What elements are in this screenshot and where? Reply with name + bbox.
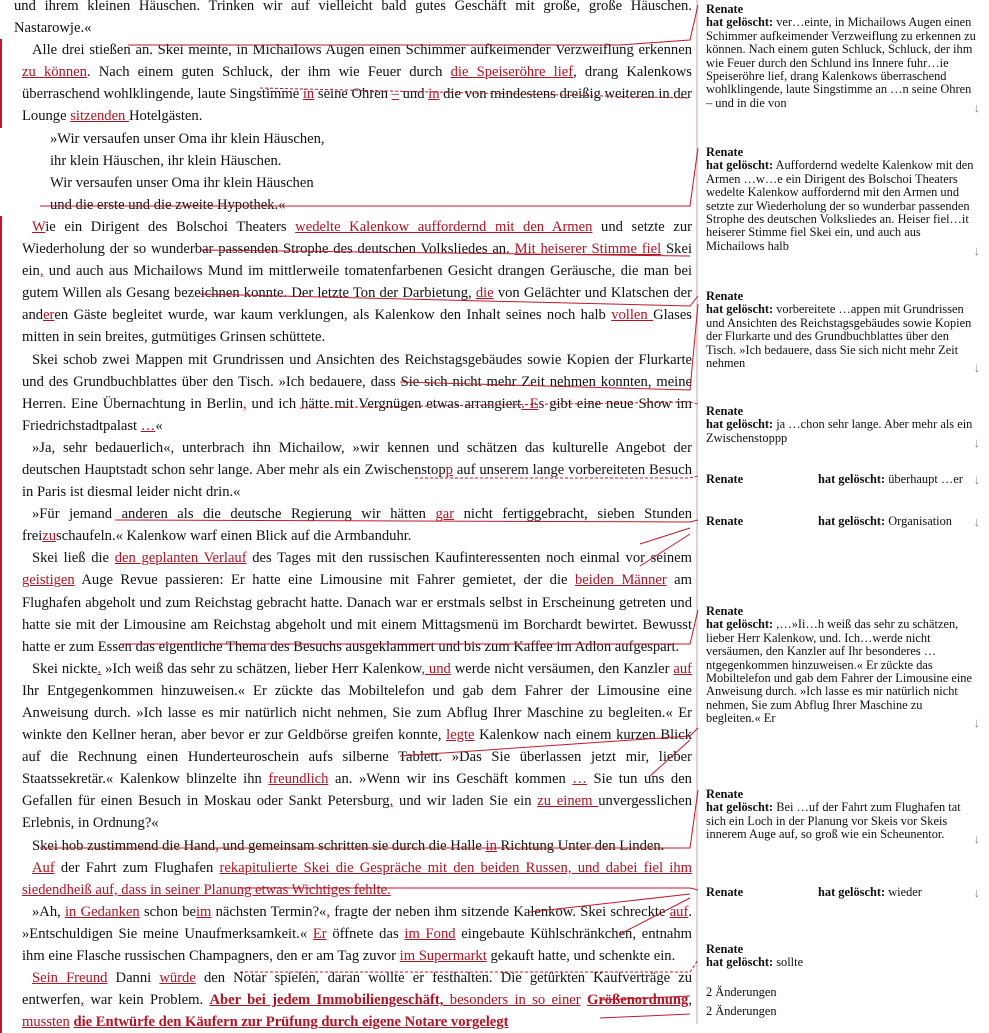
arrow-down-icon[interactable]: ↓ <box>973 715 980 731</box>
paragraph[interactable] <box>0 437 695 503</box>
tracked-insertion: mussten <box>22 1014 70 1031</box>
tracked-insertion: wedelte Kalenkow auffordernd mit den Armen <box>295 218 593 235</box>
comment-text: überhaupt …er <box>888 472 963 486</box>
tracked-insertion: , und <box>421 660 451 677</box>
tracked-insertion: legte <box>446 727 475 744</box>
tracked-insertion: würde <box>159 970 196 987</box>
text-run: , <box>688 992 692 1009</box>
text-run: Alle drei stießen an. Skei meinte, in Michailows Augen einen Schimmer aufkeimender Verzweiflung erkennen <box>32 42 692 59</box>
tracked-insertion: freundlich <box>268 771 329 788</box>
change-summary[interactable]: 2 Änderungen <box>706 985 777 999</box>
text-run: Auge Revue passieren: Er hatte eine Limousine mit Fahrer gemietet, der die <box>74 572 575 589</box>
comment-text: Organisation <box>888 514 952 528</box>
comment-text: ,…»Ii…h weiß das sehr zu schätzen, lieber Herr Kalenkow, und. Ich…werde nicht versäumen, den Kanzler auf Ihr besonderes …ntgegenkommen hinzuweisen.« Er zückte das Mobiltelefon und gab dem Fahrer der Limousine eine Anweisung durch. »Ich lasse es mir natürlich nicht nehmen, Sie zum Abflug Ihrer Maschine zu begleiten.« Er <box>706 617 972 726</box>
text-run: des Tages mit den russischen Kaufinteressenten noch einmal vor seinem <box>246 550 692 567</box>
paragraph[interactable] <box>0 172 695 194</box>
tracked-insertion: , <box>215 837 219 854</box>
comment-balloon[interactable] <box>706 145 980 258</box>
text-run: . Nach einem guten Schluck, der ihm wie Feuer durch <box>86 64 451 81</box>
comment-label: hat gelöscht: <box>706 417 774 432</box>
arrow-down-icon[interactable]: ↓ <box>973 242 980 258</box>
text-run: Skei ein <box>22 241 692 280</box>
text-run: am Flughafen abgeholt und zum Reichstag gebracht hatte. Danach war er erstmals selbst in Erscheinung getreten und hatte sie mit der Limousine am Reichstag abgeholt und mit einem Mittagsmenü im Borchardt bewirtet. Bewusst hatte er zum Essen das eigentliche Thema des Besuchs ausgeklammert und bis zum Kaffee im Adlon aufgespart. <box>22 572 692 655</box>
tracked-insertion: rekapitulierte Skei die Gespräche mit den beiden Russen, und dabei fiel ihm siedendheiß auf, dass in seiner Planung etwas Wichtiges fehlte. <box>22 859 692 898</box>
text-run: der Fahrt zum Flughafen <box>54 859 220 876</box>
comment-text: Bei …uf der Fahrt zum Flughafen tat sich ein Loch in der Planung vor Skeis vor Skeis innerem Auge auf, so groß wie ein Scheunentor. <box>706 800 961 842</box>
text-run: fragte der neben ihm sitzende Kalenkow. Skei schreckte <box>330 903 670 920</box>
tracked-insertion: auf <box>673 660 693 677</box>
comment-balloon[interactable] <box>706 885 980 900</box>
text-run: und setzte zur Wiederholung der so wunderbar passenden Strophe des deutschen Volksliedes an. <box>22 218 693 258</box>
comment-author: Renate <box>706 885 744 899</box>
text-run: nächsten Termin?« <box>211 903 327 920</box>
comment-text: vorbereitete …appen mit Grundrissen und Ansichten des Reichstagsgebäudes sowie Kopien der Flurkarte und des Grundbuchblattes über den Tisch. »Ich bedauere, dass Sie sich nicht mehr Zeit nehmen <box>706 302 972 371</box>
tracked-insertion: p <box>445 461 453 478</box>
text-run: s gibt eine neue Show im Friedrichstadtpalast <box>22 395 692 434</box>
tracked-insertion: zu <box>42 528 57 545</box>
tracked-insertion: in Gedanken <box>65 903 140 920</box>
tracked-insertion: die Entwürfe den Käufern zur Prüfung durch eigene Notare vorgelegt <box>73 1014 509 1031</box>
text-run: und gemeinsam schritten sie durch die Halle <box>218 837 486 854</box>
tracked-insertion: Sein Freund <box>32 970 108 987</box>
comment-label: hat gelöscht: <box>818 472 886 486</box>
text-run: . »Entschuldigen Sie meine Unaufmerksamkeit.« <box>22 903 692 942</box>
comment-author: Renate <box>706 604 744 618</box>
comment-balloon[interactable] <box>706 289 980 376</box>
tracked-insertion: vollen <box>611 307 654 324</box>
tracked-insertion: , <box>389 793 394 810</box>
tracked-insertion: – <box>391 86 399 103</box>
text-run: und wir laden Sie ein <box>393 793 538 810</box>
comment-label: hat gelöscht: <box>706 617 774 632</box>
paragraph[interactable] <box>0 967 695 1033</box>
tracked-insertion: gar <box>435 506 455 523</box>
arrow-down-icon[interactable]: ↓ <box>973 99 980 115</box>
text-run: von Gelächter und Klatschen der and <box>22 285 692 324</box>
text-run: schon be <box>139 903 196 920</box>
text-run: Hotelgästen. <box>129 108 203 125</box>
comment-balloon[interactable] <box>706 787 980 847</box>
arrow-down-icon[interactable]: ↓ <box>973 472 980 487</box>
paragraph[interactable] <box>0 857 695 901</box>
paragraph[interactable] <box>0 503 695 547</box>
text-run: eingebaute Kühlschränkchen, entnahm ihm eine Flasche russischen Champagners, den er am Tag zuvor <box>22 925 692 965</box>
paragraph[interactable] <box>0 128 695 150</box>
text-run: und ihrem kleinen Häuschen. Trinken wir auf vielleicht bald gutes Geschäft mit große, große Häuschen. Nastarowje.« <box>14 0 692 37</box>
tracked-insertion: in <box>428 86 440 103</box>
tracked-insertion: , <box>326 903 330 920</box>
comment-balloon[interactable] <box>706 943 976 970</box>
text-run: Skei nickte <box>32 660 98 677</box>
comment-text: ver…einte, in Michailows Augen einen Schimmer aufkeimender Verzweiflung zu erkennen zu können. Nach einem guten Schluck, Schluck, der ihm wie Feuer durch den Schlund ins Innere fuhr…ie Speiseröhre lief, drang Kalenkows überraschend wohlklingende, laute Singstimme an …n seine Ohren – und in die von <box>706 15 976 110</box>
tracked-insertion: Mit heiserer Stimme fiel <box>514 241 662 258</box>
text-run: werde nicht versäumen, den Kanzler <box>450 660 674 677</box>
tracked-insertion: den geplanten Verlauf <box>114 550 247 567</box>
text-run: Danni <box>107 970 160 987</box>
comment-author: Renate <box>706 942 744 956</box>
paragraph[interactable] <box>0 150 695 172</box>
paragraph[interactable] <box>0 547 695 657</box>
text-run: »Ich weiß das sehr zu schätzen, lieber Herr Kalenkow <box>101 660 422 677</box>
tracked-insertion: , <box>243 395 247 412</box>
tracked-insertion: W <box>32 218 46 235</box>
text-run: »Ah, <box>32 903 65 920</box>
comment-text: wieder <box>888 885 922 899</box>
text-run: und ich hätte mit Vergnügen etwas arrangiert <box>246 395 522 412</box>
arrow-down-icon[interactable]: ↓ <box>973 434 980 450</box>
comment-author: Renate <box>706 787 744 801</box>
arrow-down-icon[interactable]: ↓ <box>973 831 980 847</box>
tracked-insertion: . E <box>521 395 539 412</box>
paragraph[interactable] <box>0 39 695 127</box>
comments-margin <box>700 0 989 1024</box>
text-run: Skei ließ die <box>32 550 115 567</box>
comment-label: hat gelöscht: <box>706 302 774 317</box>
tracked-insertion: in <box>485 837 497 854</box>
tracked-insertion: Aber bei jedem Immobiliengeschäft, <box>209 992 450 1009</box>
paragraph[interactable] <box>0 349 695 437</box>
text-run: Richtung Unter den Linden. <box>496 837 665 854</box>
paragraph[interactable] <box>0 835 695 857</box>
comment-label: hat gelöscht: <box>818 885 886 899</box>
comment-author: Renate <box>706 514 744 528</box>
text-run: »Ja, sehr bedauerlich«, unterbrach ihn Michailow, »wir kennen und schätzen das kulturelle Angebot der deutschen Hauptstadt schon sehr lange. Aber mehr als ein Zwischenstop <box>22 439 692 478</box>
comment-author: Renate <box>706 404 744 418</box>
tracked-insertion: besonders in so einer <box>449 992 581 1009</box>
text-run: die von mindestens dreißig weiteren in der Lounge <box>22 86 693 125</box>
tracked-insertion: auf <box>669 903 689 920</box>
text-run: Skei hob zustimmend die Hand <box>32 837 216 854</box>
tracked-insertion: die Speiseröhre lief <box>450 64 574 81</box>
text-run: seine Ohren <box>314 86 392 103</box>
text-run: Skei schob zwei Mappen mit Grundrissen und Ansichten des Reichstagsgebäudes sowie Kopien der Flurkarte und des Grundbuchblattes über den Tisch. »Ich bedauere, dass Sie sich nicht mehr Zeit nehmen konnten, meine Herren. Eine Übernachtung in Berlin <box>22 351 692 412</box>
comment-balloon[interactable] <box>706 2 980 115</box>
comment-balloon[interactable] <box>706 514 980 529</box>
text-run: unvergesslichen Erlebnis, in Ordnung?« <box>22 793 692 832</box>
text-run: Sie tun uns den Gefallen für einen Besuch in Moskau oder Sankt Petersburg <box>22 771 692 810</box>
paragraph[interactable] <box>0 658 695 835</box>
tracked-insertion: beiden Männer <box>574 572 667 589</box>
tracked-insertion: im Fond <box>404 925 456 942</box>
text-run: , drang Kalenkows überraschend wohlklingende, laute Singstimme <box>22 64 692 103</box>
comment-balloon[interactable] <box>706 472 980 487</box>
tracked-insertion: im Supermarkt <box>399 948 487 965</box>
tracked-insertion: zu einem <box>537 793 599 810</box>
comment-author: Renate <box>706 145 744 159</box>
arrow-down-icon[interactable]: ↓ <box>973 514 980 529</box>
text-run: en Gäste begleitet wurde, war kaum verklungen, als Kalenkow den Inhalt seines noch halb <box>54 307 612 324</box>
text-run: gekauft hatte, und schenkte ein. <box>486 948 676 965</box>
margin-separator <box>696 0 698 1024</box>
comment-label: hat gelöscht: <box>818 514 886 528</box>
arrow-down-icon[interactable]: ↓ <box>973 885 980 900</box>
change-summary[interactable]: 2 Änderungen <box>706 1004 777 1018</box>
text-run: auf unserem lange vorbereiteten Besuch in Paris ist diesmal leider nicht drin.« <box>22 461 692 501</box>
comment-author: Renate <box>706 472 744 486</box>
text-run: schaufeln.« Kalenkow warf einen Blick auf die Armbanduhr. <box>56 528 412 545</box>
tracked-insertion: Größenordnung <box>586 992 689 1009</box>
text-run: öffnete das <box>326 925 405 942</box>
comment-author: Renate <box>706 289 744 303</box>
tracked-insertion: Auf <box>32 859 55 876</box>
comment-balloon[interactable] <box>706 604 980 731</box>
paragraph[interactable] <box>0 0 695 39</box>
text-run: und die erste und die zweite Hypothek.« <box>50 196 286 213</box>
text-run: nicht fertiggebracht, sieben Stunden frei <box>22 506 692 545</box>
text-run: »Für jemand anderen als die deutsche Regierung wir hätten <box>32 506 436 523</box>
tracked-insertion: in <box>302 86 315 103</box>
comment-text: ja …chon sehr lange. Aber mehr als ein Zwischenstoppp <box>706 417 973 445</box>
text-run: Ihr Entgegenkommen hinzuweisen.« Er zückte das Mobiltelefon und gab dem Fahrer der Limousine eine Anweisung durch. »Ich lasse es mir natürlich nicht nehmen, Sie zum Abflug Ihrer Maschine zu begleiten.« Er winkte den Kellner heran, aber bevor er zur Geldbörse greifen konnte, <box>22 682 692 744</box>
tracked-insertion: … <box>572 771 587 788</box>
comment-author: Renate <box>706 2 744 16</box>
paragraph[interactable] <box>0 216 695 349</box>
tracked-insertion: geistigen <box>22 572 75 589</box>
comment-text: Auffordernd wedelte Kalenkow mit den Armen …w…e ein Dirigent des Bolschoi Theaters wedelte Kalenkow auffordernd mit den Armen und setzte zur Wiederholung der so wunderbar passenden Strophe des deutschen Volksliedes an. Heiser fiel…it heiserer Stimme fiel Skei ein, und auch aus Michailows halb <box>706 158 974 253</box>
tracked-insertion: . <box>97 660 102 677</box>
text-run: Kalenkow nach einem kurzen Blick auf die Rechnung einen Hunderteuroschein aufs silberne Tablett. »Das Sie überlassen jetzt mir, lieber Staatssekretär.« Kalenkow blinzelte ihn <box>22 727 692 788</box>
paragraph[interactable] <box>0 901 695 967</box>
text-run: an. »Wenn wir ins Geschäft kommen <box>328 771 573 788</box>
tracked-insertion: , <box>39 263 44 280</box>
comment-balloon[interactable] <box>706 404 980 450</box>
tracked-insertion: sitzenden <box>70 108 129 125</box>
comment-label: hat gelöscht: <box>706 158 774 173</box>
text-run: war kein Problem. <box>84 992 210 1009</box>
tracked-insertion: , <box>80 992 84 1009</box>
tracked-insertion: die <box>475 285 494 302</box>
text-run: den Notar spielen, daran wollte er festhalten. Die getürkten Kaufverträge zu entwerfen <box>22 970 692 1009</box>
tracked-insertion: zu können <box>22 64 87 81</box>
text-run: »Wir versaufen unser Oma ihr klein Häuschen, <box>50 130 325 147</box>
tracked-insertion: Er <box>312 925 327 942</box>
comment-label: hat gelöscht: <box>706 15 774 30</box>
text-run: ie ein Dirigent des Bolschoi Theaters <box>45 218 296 235</box>
text-run: und <box>398 86 429 103</box>
comment-label: hat gelöscht: <box>706 800 774 815</box>
paragraph[interactable] <box>0 194 695 216</box>
text-run: und auch aus Michailows Mund im mittlerweile tomatenfarbenen Gesicht drangen Geräusche, die man bei gutem Willen als Gesang bezeichnen konnte. Der letzte Ton der Darbietung, <box>22 263 692 302</box>
comment-text: sollte <box>776 955 804 970</box>
tracked-insertion: er <box>43 307 55 324</box>
text-run: « <box>155 417 163 434</box>
tracked-insertion: … <box>140 417 156 434</box>
comment-label: hat gelöscht: <box>706 955 774 970</box>
text-run: Glases mitten in sein breites, gutmütiges Grinsen schüttete. <box>22 307 692 346</box>
tracked-insertion: im <box>196 903 212 920</box>
text-run: Wir versaufen unser Oma ihr klein Häuschen <box>50 174 314 191</box>
arrow-down-icon[interactable]: ↓ <box>973 360 980 376</box>
text-run: ihr klein Häuschen, ihr klein Häuschen. <box>50 152 282 169</box>
